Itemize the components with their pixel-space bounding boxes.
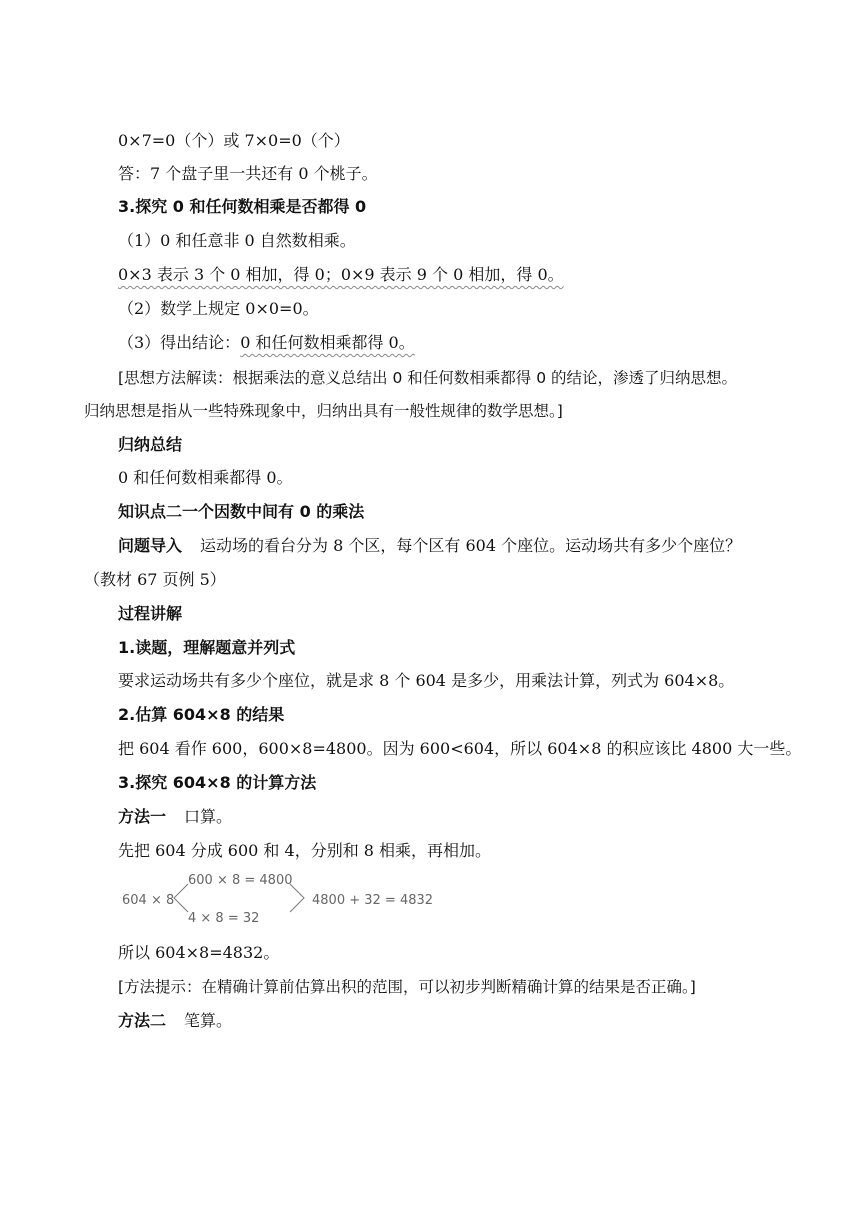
method-2-text: 笔算。	[184, 1011, 233, 1030]
knowledge-point-heading: 知识点二一个因数中间有 0 的乘法	[118, 502, 365, 521]
problem-intro-label: 问题导入	[118, 536, 183, 555]
method-2	[118, 1010, 232, 1032]
step-3-conclusion: 0 和任何数相乘都得 0。	[240, 333, 415, 352]
problem-intro	[118, 535, 741, 557]
problem-intro-text: 运动场的看台分为 8 个区，每个区有 604 个座位。运动场共有多少个座位？	[200, 536, 742, 555]
answer-line: 答：7 个盘子里一共还有 0 个桃子。	[118, 164, 378, 183]
method-1-text: 口算。	[184, 807, 233, 826]
step-1-detail: 0×3 表示 3 个 0 相加，得 0；0×9 表示 9 个 0 相加，得 0。	[118, 265, 564, 284]
result-line: 所以 604×8=4832。	[118, 943, 280, 962]
method-note-line-2: 归纳思想是指从一些特殊现象中，归纳出具有一般性规律的数学思想。]	[84, 402, 563, 420]
process-heading: 过程讲解	[118, 604, 183, 623]
diagram-left: 604 × 8	[122, 893, 175, 908]
diagram-bottom: 4 × 8 = 32	[188, 911, 260, 926]
split-calculation-diagram	[118, 868, 458, 930]
textbook-reference: （教材 67 页例 5）	[84, 570, 226, 589]
process-step-1-text: 要求运动场共有多少个座位，就是求 8 个 604 是多少，用乘法计算，列式为 604×8。	[118, 671, 735, 690]
method-tip-note: [方法提示：在精确计算前估算出积的范围，可以初步判断精确计算的结果是否正确。]	[118, 978, 696, 996]
equation-line: 0×7=0（个）或 7×0=0（个）	[118, 131, 350, 150]
diagram-right: 4800 + 32 = 4832	[312, 893, 434, 908]
step-3	[118, 332, 415, 354]
method-1-label: 方法一	[118, 807, 167, 826]
diagram-right-bracket	[290, 884, 304, 912]
process-step-1-heading: 1.读题，理解题意并列式	[118, 638, 296, 657]
step-2: （2）数学上规定 0×0=0。	[118, 299, 319, 318]
method-1-description: 先把 604 分成 600 和 4，分别和 8 相乘，再相加。	[118, 841, 492, 860]
diagram-top: 600 × 8 = 4800	[188, 873, 293, 888]
process-step-2-text: 把 604 看作 600，600×8=4800。因为 600<604，所以 604×8 的积应该比 4800 大一些。	[118, 739, 802, 758]
step-3-prefix: （3）得出结论：	[118, 333, 241, 352]
section-heading-3: 3.探究 0 和任何数相乘是否都得 0	[118, 197, 367, 216]
process-step-3-heading: 3.探究 604×8 的计算方法	[118, 773, 317, 792]
method-1	[118, 806, 232, 828]
summary-text: 0 和任何数相乘都得 0。	[118, 468, 293, 487]
summary-heading: 归纳总结	[118, 435, 183, 454]
method-2-label: 方法二	[118, 1011, 167, 1030]
step-1: （1）0 和任意非 0 自然数相乘。	[118, 231, 356, 250]
diagram-left-bracket	[174, 884, 188, 912]
method-note-line-1: [思想方法解读：根据乘法的意义总结出 0 和任何数相乘都得 0 的结论，渗透了归纳思想。	[118, 369, 737, 387]
process-step-2-heading: 2.估算 604×8 的结果	[118, 705, 285, 724]
